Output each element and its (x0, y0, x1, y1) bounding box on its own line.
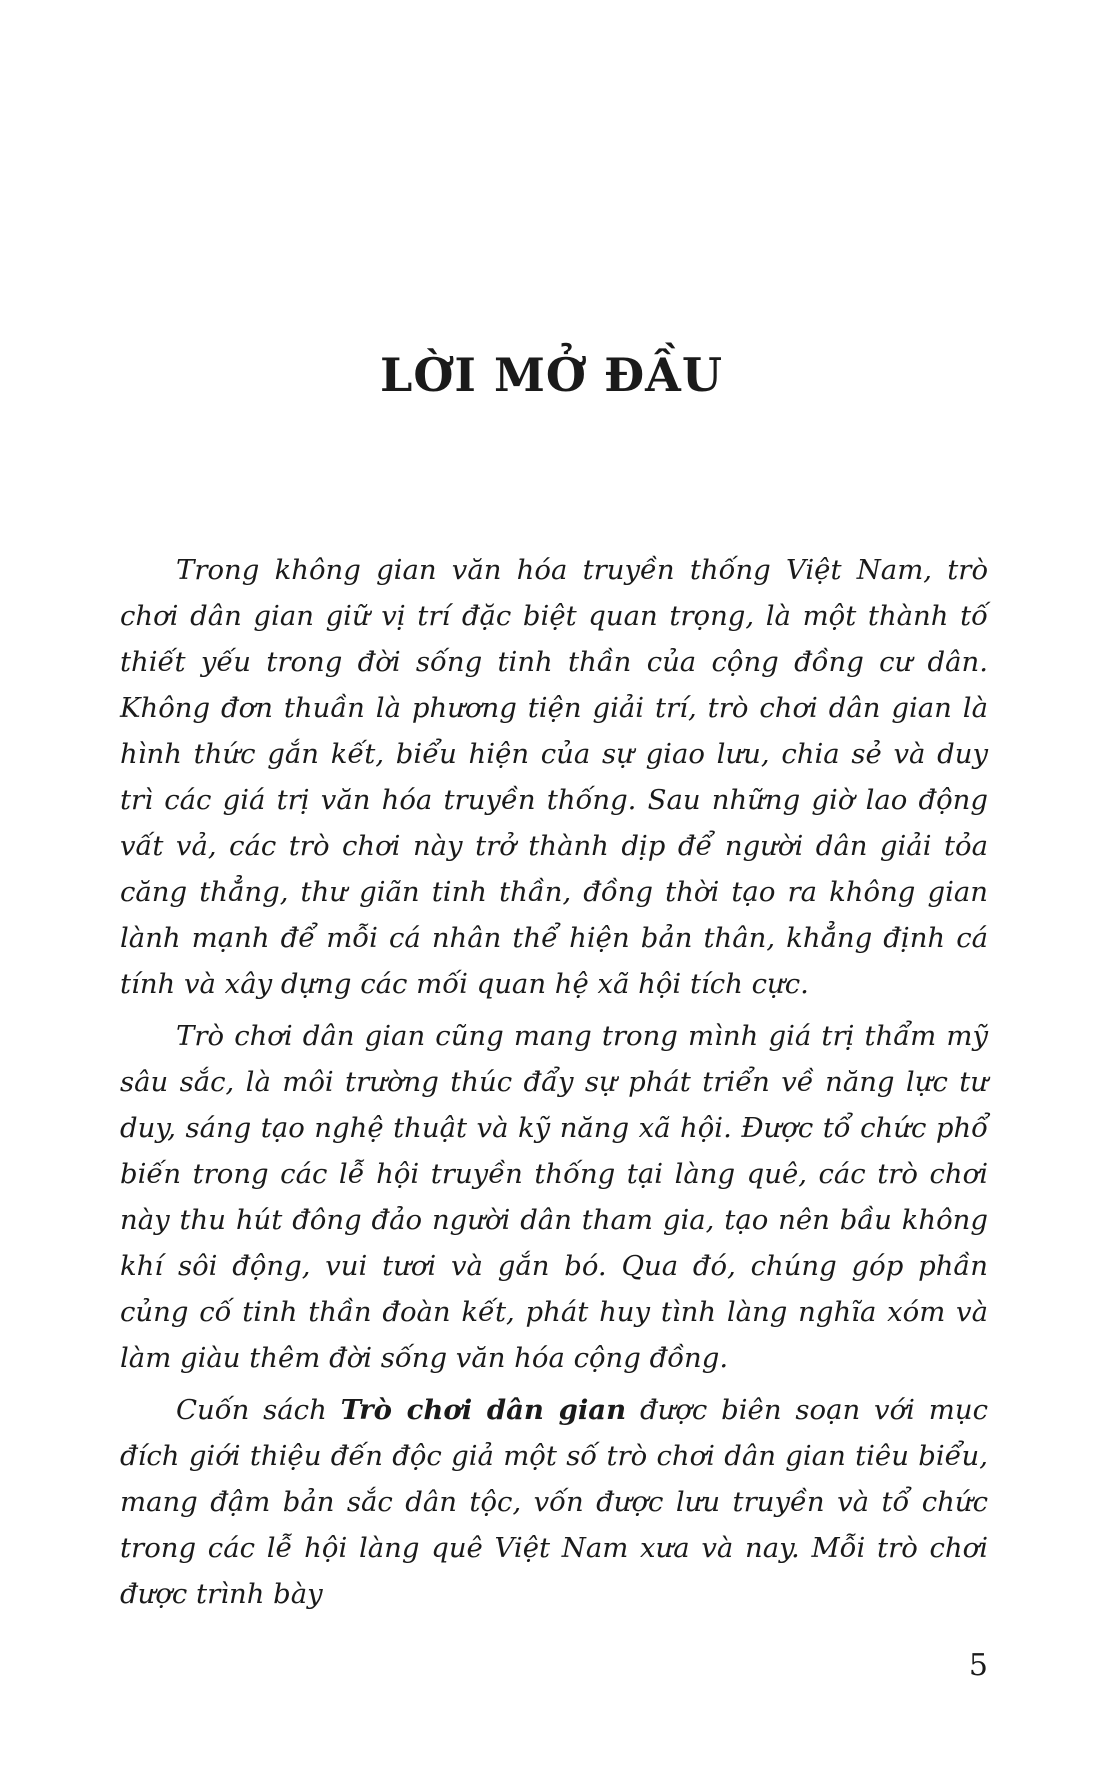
body-text (120, 547, 988, 1623)
paragraph-3 (120, 1387, 988, 1617)
page-number: 5 (968, 1648, 988, 1683)
page-title: LỜI MỞ ĐẦU (380, 348, 723, 402)
book-title-emphasis: Trò chơi dân gian (340, 1394, 627, 1426)
paragraph-2: Trò chơi dân gian cũng mang trong mình giá trị thẩm mỹ sâu sắc, là môi trường thúc đẩy sự phát triển về năng lực tư duy, sáng tạo nghệ thuật và kỹ năng xã hội. Được tổ chức phổ biến trong các lễ hội truyền thống tại làng quê, các trò chơi này thu hút đông đảo người dân tham gia, tạo nên bầu không khí sôi động, vui tươi và gắn bó. Qua đó, chúng góp phần củng cố tinh thần đoàn kết, phát huy tình làng nghĩa xóm và làm giàu thêm đời sống văn hóa cộng đồng. (120, 1020, 988, 1374)
paragraph-1: Trong không gian văn hóa truyền thống Việt Nam, trò chơi dân gian giữ vị trí đặc biệt quan trọng, là một thành tố thiết yếu trong đời sống tinh thần của cộng đồng cư dân. Không đơn thuần là phương tiện giải trí, trò chơi dân gian là hình thức gắn kết, biểu hiện của sự giao lưu, chia sẻ và duy trì các giá trị văn hóa truyền thống. Sau những giờ lao động vất vả, các trò chơi này trở thành dịp để người dân giải tỏa căng thẳng, thư giãn tinh thần, đồng thời tạo ra không gian lành mạnh để mỗi cá nhân thể hiện bản thân, khẳng định cá tính và xây dựng các mối quan hệ xã hội tích cực. (120, 554, 988, 1000)
paragraph-3-lead: Cuốn sách (176, 1394, 341, 1426)
paragraph-3-rest: được biên soạn với mục đích giới thiệu đến độc giả một số trò chơi dân gian tiêu biểu, mang đậm bản sắc dân tộc, vốn được lưu truyền và tổ chức trong các lễ hội làng quê Việt Nam xưa và nay. Mỗi trò chơi được trình bày (120, 1394, 988, 1610)
